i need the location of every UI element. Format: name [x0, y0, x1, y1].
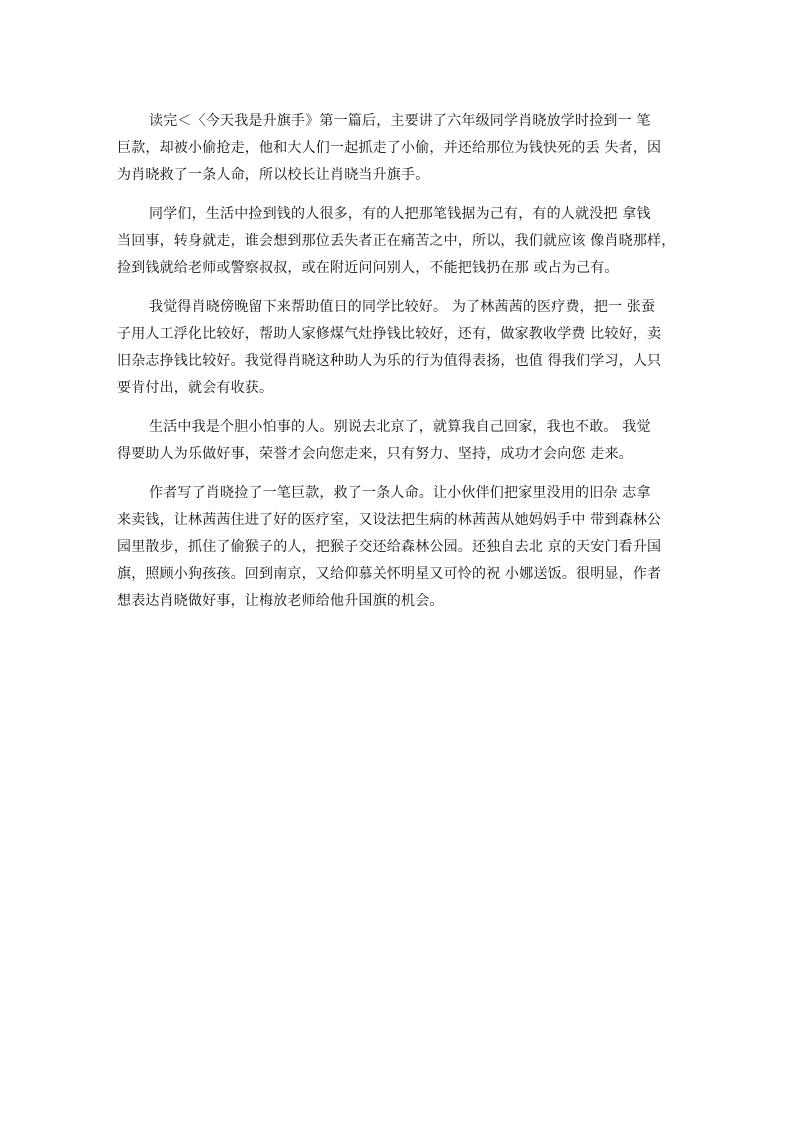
paragraph-line: 旗，照顾小狗孩孩。回到南京，又给仰慕关怀明星又可怜的祝 小娜送饭。很明显，作者	[117, 566, 662, 582]
paragraph-line: 我觉得肖晓傍晚留下来帮助值日的同学比较好。 为了林茜茜的医疗费，把一 张蚕	[149, 299, 656, 315]
document-body	[117, 108, 683, 627]
paragraph-line: 得要助人为乐做好事，荣誉才会向您走来，只有努力、坚持，成功才会向您 走来。	[117, 446, 633, 462]
paragraph-line: 作者写了肖晓捡了一笔巨款，救了一条人命。让小伙伴们把家里没用的旧杂 志拿	[149, 485, 651, 501]
paragraph-line: 当回事，转身就走，谁会想到那位丢失者正在痛苦之中，所以，我们就应该 像肖晓那样，	[117, 233, 676, 249]
paragraph-line: 要肯付出，就会有收获。	[117, 380, 274, 396]
paragraph-line: 子用人工浮化比较好，帮助人家修煤气灶挣钱比较好，还有，做家教收学费 比较好，卖	[117, 326, 662, 342]
paragraph-line: 同学们，生活中捡到钱的人很多，有的人把那笔钱据为己有，有的人就没把 拿钱	[149, 206, 651, 222]
paragraph-line: 巨款，却被小偷抢走，他和大人们一起抓走了小偷，并还给那位为钱快死的丢 失者，因	[117, 140, 662, 156]
paragraph-1	[117, 108, 683, 189]
paragraph-line: 旧杂志挣钱比较好。我觉得肖晓这种助人为乐的行为值得表扬，也值 得我们学习，人只	[117, 353, 662, 369]
paragraph-line: 捡到钱就给老师或警察叔叔，或在附近问问别人，不能把钱扔在那 或占为己有。	[117, 260, 619, 276]
paragraph-line: 为肖晓救了一条人命，所以校长让肖晓当升旗手。	[117, 167, 430, 183]
paragraph-2	[117, 201, 683, 282]
paragraph-line: 想表达肖晓做好事，让梅放老师给他升国旗的机会。	[117, 593, 444, 609]
paragraph-4	[117, 414, 683, 468]
paragraph-line: 园里散步，抓住了偷猴子的人，把猴子交还给森林公园。还独自去北 京的天安门看升国	[117, 539, 662, 555]
paragraph-line: 生活中我是个胆小怕事的人。别说去北京了，就算我自己回家，我也不敢。 我觉	[149, 419, 651, 435]
paragraph-3	[117, 294, 683, 402]
paragraph-line: 读完＜〈今天我是升旗手》第一篇后，主要讲了六年级同学肖晓放学时捡到一 笔	[149, 113, 651, 129]
paragraph-line: 来卖钱，让林茜茜住进了好的医疗室，又设法把生病的林茜茜从她妈妈手中 带到森林公	[117, 512, 662, 528]
paragraph-5	[117, 480, 683, 615]
